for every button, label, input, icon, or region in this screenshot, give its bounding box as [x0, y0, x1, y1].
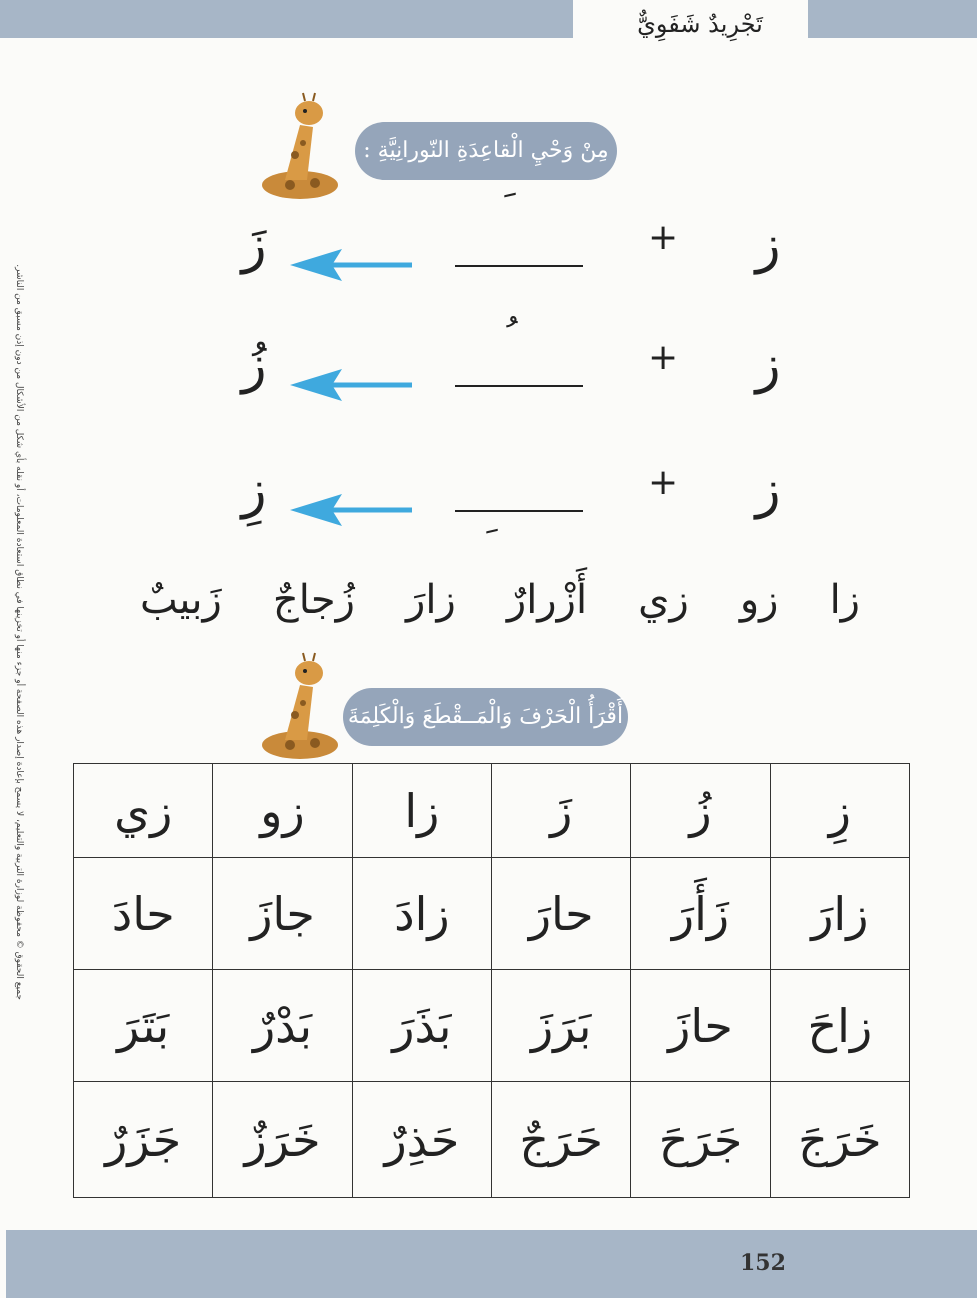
source-letter: ز	[755, 460, 781, 520]
plus-sign: +	[648, 217, 679, 258]
word-item: زو	[739, 577, 779, 623]
composition-row	[0, 195, 977, 305]
table-cell: حازَ	[631, 970, 770, 1082]
table-cell: زِ	[770, 764, 909, 858]
word-item: زا	[829, 577, 860, 623]
table-cell: بَذَرَ	[352, 970, 491, 1082]
section-heading-1: مِنْ وَحْيِ الْقاعِدَةِ النّورانِيَّةِ :	[355, 122, 617, 180]
reading-table	[73, 763, 910, 1198]
arrow-left-icon	[288, 492, 413, 528]
table-row	[74, 858, 910, 970]
table-cell: جازَ	[213, 858, 352, 970]
blank-line	[455, 385, 583, 387]
table-cell: زي	[74, 764, 213, 858]
table-cell: جَرَحَ	[631, 1082, 770, 1198]
word-item: أَزْرارٌ	[506, 577, 588, 623]
table-cell: بَدْرٌ	[213, 970, 352, 1082]
composition-row	[0, 315, 977, 425]
table-row	[74, 970, 910, 1082]
table-cell: زاحَ	[770, 970, 909, 1082]
table-cell: زارَ	[770, 858, 909, 970]
result-syllable: زُ	[241, 335, 267, 395]
table-cell: خَرَجَ	[770, 1082, 909, 1198]
table-cell: زو	[213, 764, 352, 858]
table-cell: جَزَرٌ	[74, 1082, 213, 1198]
page-title: تَجْرِيدٌ شَفَوِيٌّ	[637, 10, 763, 38]
table-cell: زَأَرَ	[631, 858, 770, 970]
arrow-left-icon	[288, 247, 413, 283]
table-row	[74, 1082, 910, 1198]
table-cell: بَرَزَ	[492, 970, 631, 1082]
plus-sign: +	[648, 462, 679, 503]
page-number: 152	[740, 1250, 786, 1276]
word-list	[140, 565, 860, 635]
table-cell: حَرَجٌ	[492, 1082, 631, 1198]
word-item: زي	[638, 577, 689, 623]
section-heading-2: أَقْرَأُ الْحَرْفَ وَالْمَــقْطَعَ وَالْكَلِمَةَ	[343, 688, 628, 746]
result-syllable: زِ	[241, 460, 267, 520]
top-band-right	[808, 0, 977, 38]
giraffe-icon	[245, 85, 345, 210]
table-cell: زُ	[631, 764, 770, 858]
giraffe-icon	[245, 645, 345, 770]
source-letter: ز	[755, 215, 781, 275]
table-cell: حارَ	[492, 858, 631, 970]
word-item: زُجاجٌ	[272, 577, 355, 623]
result-syllable: زَ	[241, 215, 267, 275]
footer-band	[6, 1230, 977, 1298]
table-cell: زا	[352, 764, 491, 858]
blank-line	[455, 265, 583, 267]
table-cell: حَذِرٌ	[352, 1082, 491, 1198]
composition-row	[0, 440, 977, 550]
top-band-left	[0, 0, 573, 38]
table-cell: بَتَرَ	[74, 970, 213, 1082]
arrow-left-icon	[288, 367, 413, 403]
copyright-text: جميع الحقوق © محفوظة لوزارة التربية والتعليم، لا يسمح بإعادة إصدار هذه الصفحة أو جزء منها أو تخزينها في نطاق استعادة المعلومات، أو نقله بأي شكل من الأشكال من دون إذن مسبق من الناشر.	[14, 264, 24, 1000]
blank-line	[455, 510, 583, 512]
word-item: زارَ	[406, 577, 456, 623]
table-row	[74, 764, 910, 858]
table-cell: زَ	[492, 764, 631, 858]
word-item: زَبيبٌ	[140, 577, 222, 623]
source-letter: ز	[755, 335, 781, 395]
table-cell: حادَ	[74, 858, 213, 970]
table-cell: خَرَزٌ	[213, 1082, 352, 1198]
table-cell: زادَ	[352, 858, 491, 970]
plus-sign: +	[648, 337, 679, 378]
